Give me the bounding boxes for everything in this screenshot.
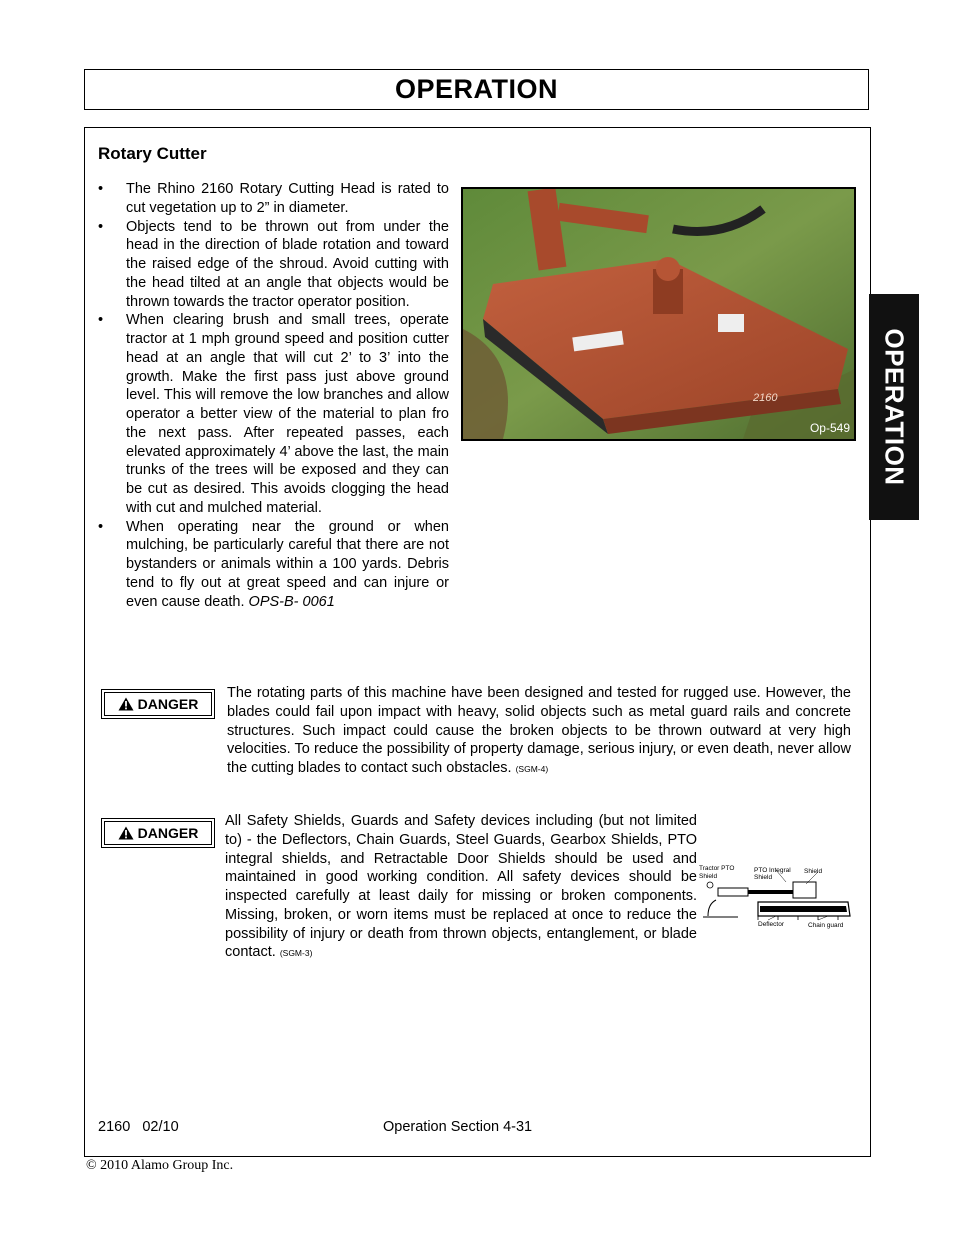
bullet-text: The Rhino 2160 Rotary Cutting Head is rated to cut vegetation up to 2” in diameter. <box>126 181 449 216</box>
danger-warning-text <box>227 684 851 779</box>
photo-label: Op-549 <box>809 421 850 435</box>
diagram-label: Tractor PTO <box>699 865 735 872</box>
warning-triangle-icon <box>118 697 134 711</box>
rotary-cutter-photo <box>461 187 856 441</box>
danger-badge <box>101 689 215 719</box>
bullet-marker: • <box>98 518 104 535</box>
list-item <box>98 311 449 517</box>
section-title: Rotary Cutter <box>98 144 207 163</box>
bullet-text: Objects tend to be thrown out from under the head in the direction of blade rotation and toward the raised edge of the shroud. Avoid cutting with the head tilted at an angle that objects would be thrown towards the tractor operator position. <box>126 218 449 310</box>
list-item <box>98 180 449 218</box>
diagram-label: PTO Integral <box>754 867 791 874</box>
diagram-label: Deflector <box>758 921 785 928</box>
reference-code: (SGM-3) <box>279 948 313 959</box>
rotary-cutter-illustration <box>463 189 854 439</box>
bullet-list <box>98 180 449 611</box>
diagram-label: Shield <box>699 873 718 880</box>
danger-badge <box>101 818 215 848</box>
warning-body: The rotating parts of this machine have been designed and tested for rugged use. However, the blades could fail upon impact with heavy, solid objects such as metal guard rails and concrete structures. Such impact could cause the broken objects to be thrown outward at very high velocities. To reduce the possibility of property damage, serious injury, or even death, never allow the cutting blades to contact such obstacles. <box>227 685 851 776</box>
footer-model-date: 2160 02/10 <box>98 1119 179 1135</box>
list-item <box>98 218 449 312</box>
bullet-text: When operating near the ground or when mulching, be particularly careful that there are not bystanders or animals within a 100 yards. Debris tend to fly out at great speed and can injure or even cause death. <box>126 518 449 610</box>
list-item <box>98 518 449 612</box>
bullet-marker: • <box>98 181 104 197</box>
danger-label: DANGER <box>137 825 199 841</box>
diagram-label: Shield <box>804 868 823 875</box>
bullet-text: When clearing brush and small trees, operate tractor at 1 mph ground speed and position cutter head at an angle that will cut 2’ to 3’ into the growth. Make the first pass just above ground level. This will remove the low branches and allow operator a better view of the material to plan fro the next pass. After repeated passes, each elevated approximately 4’ above the last, the main trunks of the trees will be exposed and they can be cut as desired. This avoids clogging the head with cut and mulched material. <box>126 312 449 516</box>
reference-code: (SGM-4) <box>515 764 549 774</box>
bullet-marker: • <box>98 312 104 329</box>
diagram-label: Shield <box>754 874 773 881</box>
side-tab-label: OPERATION <box>879 328 910 486</box>
footer-section-number: Operation Section 4-31 <box>383 1119 533 1135</box>
danger-label: DANGER <box>137 696 199 712</box>
warning-triangle-icon <box>118 826 134 840</box>
page-header <box>84 69 869 110</box>
safety-shields-text <box>225 812 697 963</box>
safety-shields-diagram <box>698 860 858 932</box>
side-tab <box>869 294 919 520</box>
page-title: OPERATION <box>394 74 558 104</box>
bullet-marker: • <box>98 218 104 235</box>
diagram-label: Chain guard <box>808 922 844 929</box>
copyright-notice: © 2010 Alamo Group Inc. <box>86 1158 234 1173</box>
deck-decal: 2160 <box>753 392 778 404</box>
warning-body: All Safety Shields, Guards and Safety devices including (but not limited to) - the Deflectors, Chain Guards, Steel Guards, Gearbox Shields, PTO integral shields, and Retractable Door Shields should be used and maintained in good working condition. All safety devices should be inspected carefully at least daily for missing or broken components. Missing, broken, or worn items must be replaced at once to reduce the possibility of injury or death from thrown objects, entanglement, or blade contact. <box>225 813 697 961</box>
reference-code: OPS-B- 0061 <box>248 593 335 610</box>
